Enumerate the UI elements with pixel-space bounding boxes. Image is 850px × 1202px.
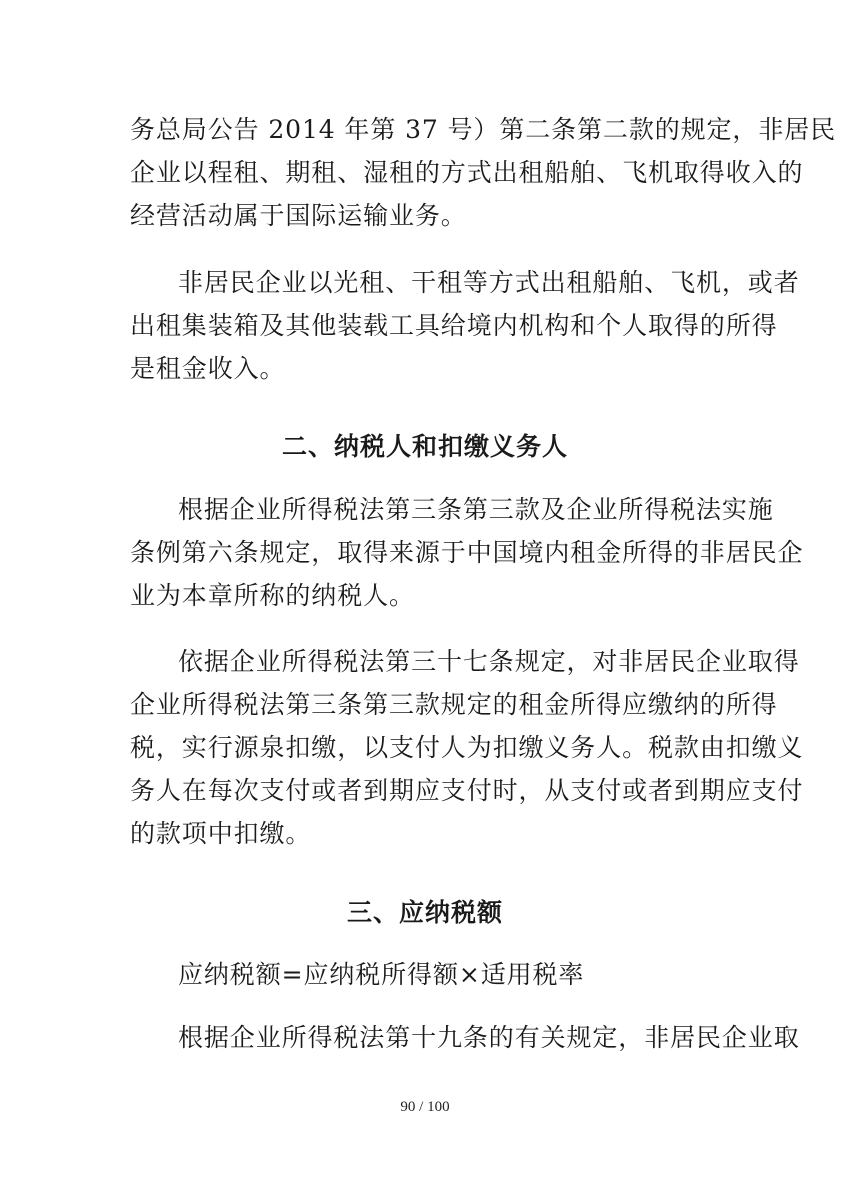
paragraph-1-line-2: 企业以程租、期租、湿租的方式出租船舶、飞机取得收入的 xyxy=(130,158,804,187)
section-heading-taxpayer: 二、纳税人和扣缴义务人 xyxy=(281,432,568,461)
paragraph-2-line-3: 是租金收入。 xyxy=(130,354,286,383)
page-number: 90 / 100 xyxy=(400,1099,450,1115)
paragraph-1-line-1: 务总局公告 2014 年第 37 号）第二条第二款的规定，非居民 xyxy=(130,115,837,144)
paragraph-3-line-3: 业为本章所称的纳税人。 xyxy=(130,581,415,610)
paragraph-4-line-4: 务人在每次支付或者到期应支付时，从支付或者到期应支付 xyxy=(130,776,804,805)
formula-line: 应纳税额=应纳税所得额×适用税率 xyxy=(178,960,585,989)
paragraph-2-line-1: 非居民企业以光租、干租等方式出租船舶、飞机，或者 xyxy=(178,268,800,297)
section-heading-tax-payable: 三、应纳税额 xyxy=(346,898,503,927)
paragraph-4-line-3: 税，实行源泉扣缴，以支付人为扣缴义务人。税款由扣缴义 xyxy=(130,733,804,762)
paragraph-4-line-5: 的款项中扣缴。 xyxy=(130,819,312,848)
paragraph-5-line-1: 根据企业所得税法第十九条的有关规定，非居民企业取 xyxy=(178,1023,800,1052)
paragraph-3-line-2: 条例第六条规定，取得来源于中国境内租金所得的非居民企 xyxy=(130,538,804,567)
paragraph-1-line-3: 经营活动属于国际运输业务。 xyxy=(130,201,467,230)
paragraph-2-line-2: 出租集装箱及其他装载工具给境内机构和个人取得的所得 xyxy=(130,311,778,340)
paragraph-3-line-1: 根据企业所得税法第三条第三款及企业所得税法实施 xyxy=(178,495,774,524)
paragraph-4-line-1: 依据企业所得税法第三十七条规定，对非居民企业取得 xyxy=(178,647,800,676)
paragraph-4-line-2: 企业所得税法第三条第三款规定的租金所得应缴纳的所得 xyxy=(130,690,778,719)
